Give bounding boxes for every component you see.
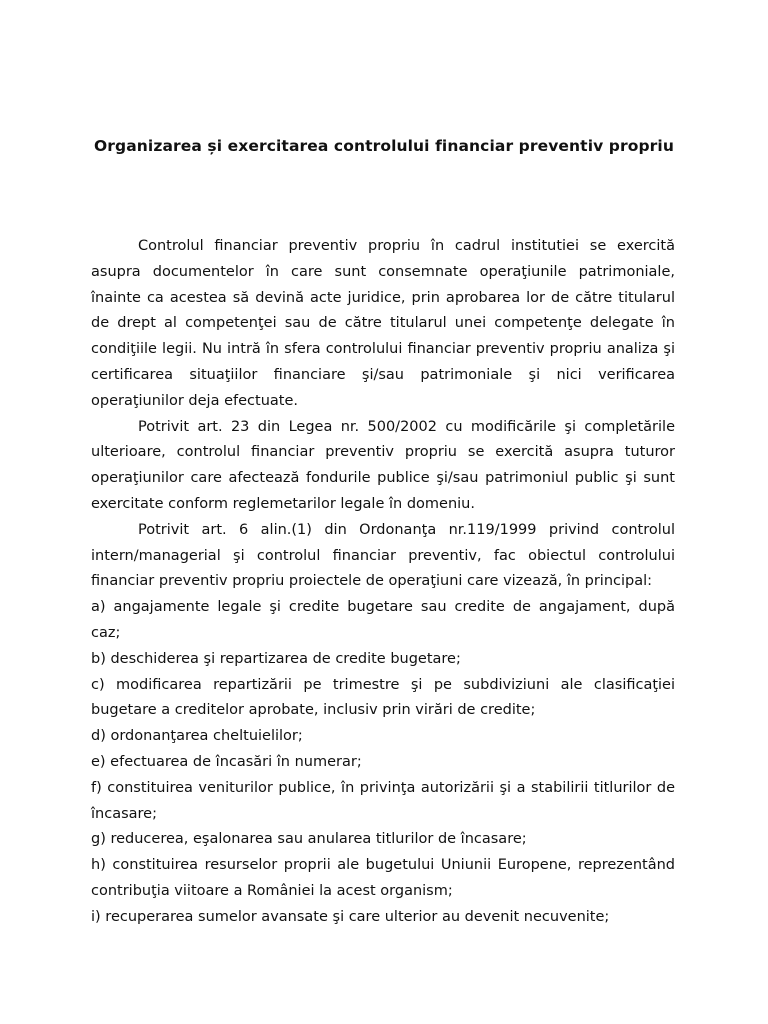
list-item-f: f) constituirea veniturilor publice, în privinţa autorizării şi a stabilirii titlurilor de încasare; <box>91 779 675 822</box>
list-item-e: e) efectuarea de încasări în numerar; <box>91 753 362 770</box>
paragraph-control-scope: Controlul financiar preventiv propriu în cadrul institutiei se exercită asupra documentelor în care sunt consemnate operaţiunile patrimoniale, înainte ca acestea să devină acte juridice, prin aprobarea lor de către titularul de drept al competenţei sau de către titularul unei competenţe delegate în condiţiile legii. Nu intră în sfera controlului financiar preventiv propriu analiza şi certificarea situaţiilor financiare şi/sau patrimoniale şi nici verificarea operaţiunilor deja efectuate. <box>91 238 675 409</box>
document-body <box>91 234 675 931</box>
document-title: Organizarea și exercitarea controlului financiar preventiv propriu <box>94 137 674 155</box>
paragraph-ordonanta-119: Potrivit art. 6 alin.(1) din Ordonanţa nr.119/1999 privind controlul intern/managerial şi controlul financiar preventiv, fac obiectul controlului financiar preventiv propriu proiectele de operaţiuni care vizează, în principal: <box>91 521 675 590</box>
list-item-a: a) angajamente legale şi credite bugetare sau credite de angajament, după caz; <box>91 599 675 641</box>
list-item-g: g) reducerea, eşalonarea sau anularea titlurilor de încasare; <box>91 831 527 848</box>
list-item-d: d) ordonanţarea cheltuielilor; <box>91 728 303 745</box>
list-item-h: h) constituirea resurselor proprii ale bugetului Uniunii Europene, reprezentând contribuţia viitoare a României la acest organism; <box>91 857 675 899</box>
paragraph-legea-500: Potrivit art. 23 din Legea nr. 500/2002 cu modificările şi completările ulterioare, controlul financiar preventiv propriu se exercită asupra tuturor operaţiunilor care afectează fondurile publice şi/sau patrimoniul public şi sunt exercitate conform reglemetarilor legale în domeniu. <box>91 418 675 512</box>
list-item-b: b) deschiderea şi repartizarea de credite bugetare; <box>91 650 461 667</box>
list-item-c: c) modificarea repartizării pe trimestre şi pe subdiviziuni ale clasificaţiei bugetare a creditelor aprobate, inclusiv prin virări de credite; <box>91 676 675 719</box>
list-item-i: i) recuperarea sumelor avansate şi care ulterior au devenit necuvenite; <box>91 908 610 925</box>
